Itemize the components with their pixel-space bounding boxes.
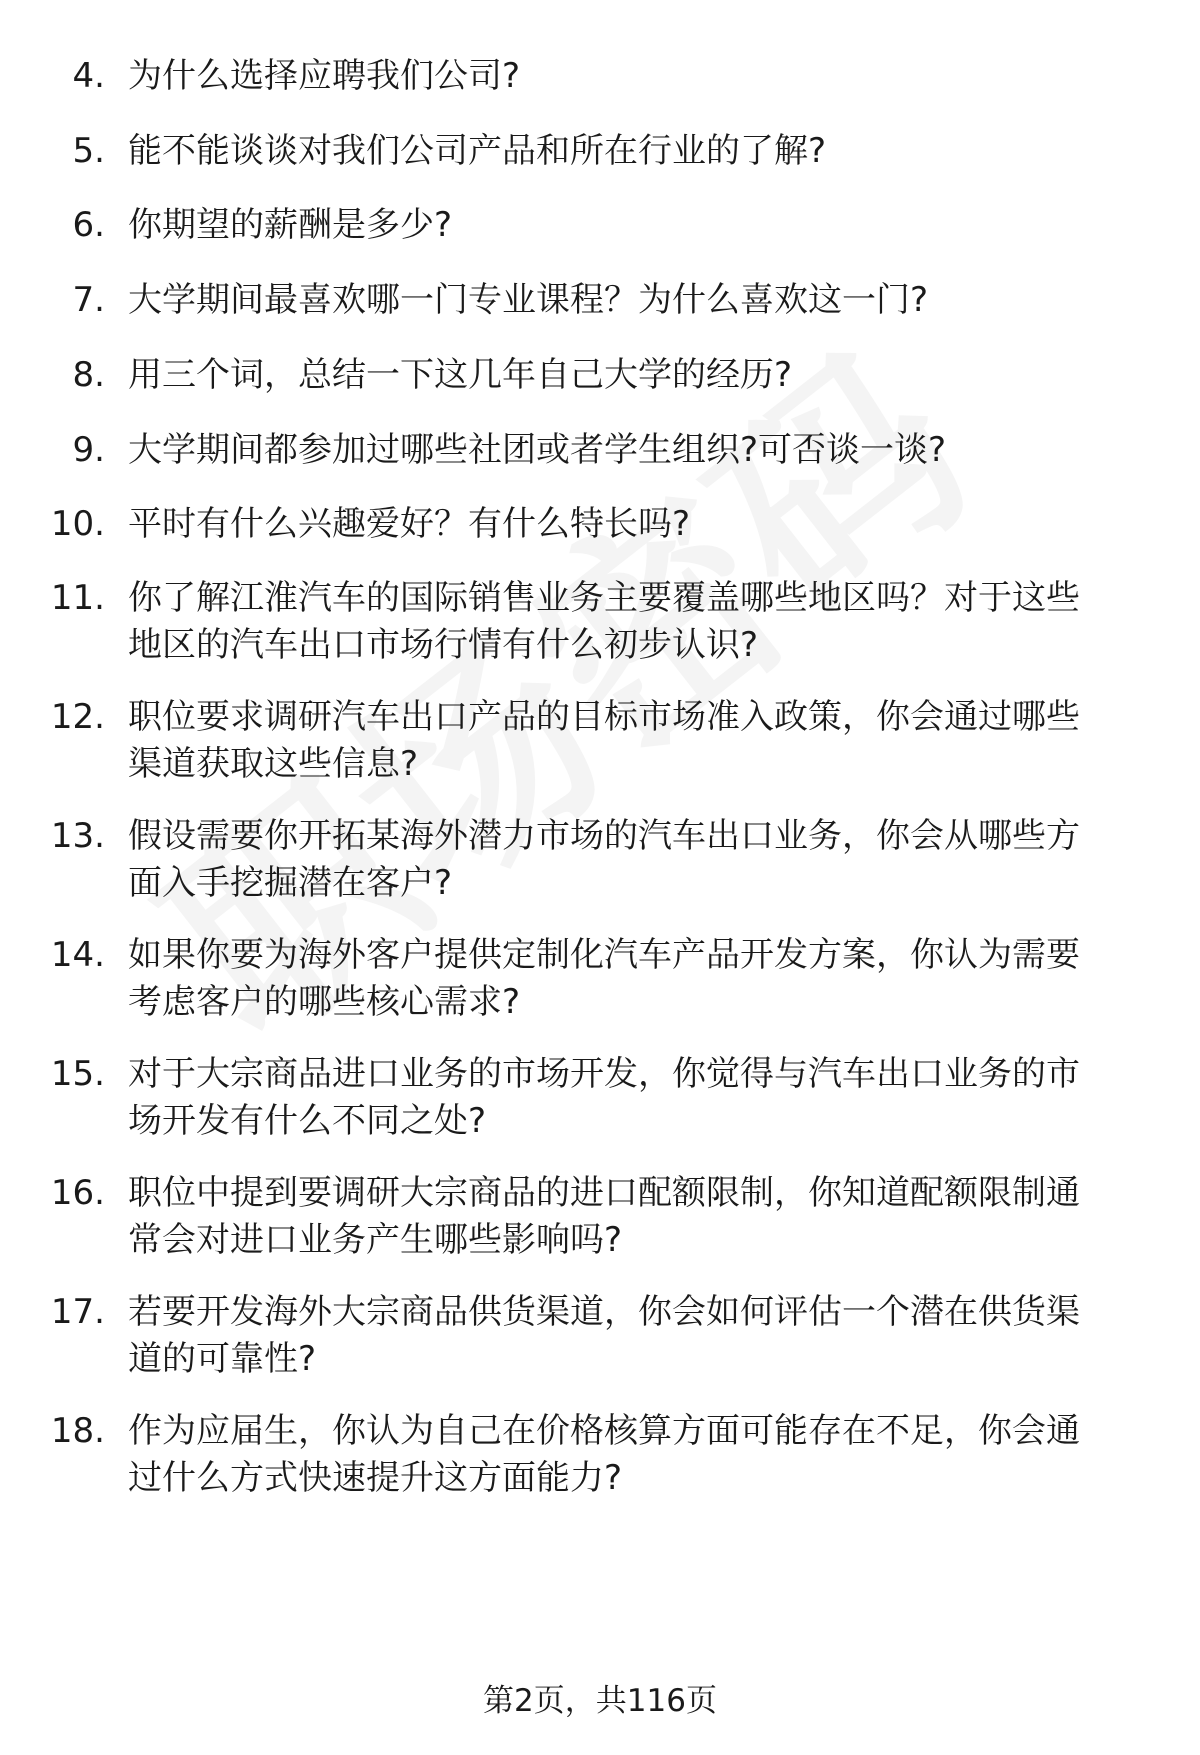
item-text-line2: 过什么方式快速提升这方面能力?: [128, 1458, 623, 1498]
item-text-line2: 道的可靠性?: [128, 1339, 317, 1379]
item-text-line2: 渠道获取这些信息?: [128, 744, 419, 784]
item-number: 5.: [72, 131, 105, 171]
item-number: 18.: [50, 1411, 105, 1451]
item-number: 9.: [72, 430, 105, 470]
item-text: 大学期间都参加过哪些社团或者学生组织?可否谈一谈?: [128, 430, 947, 470]
item-number: 7.: [72, 280, 105, 320]
item-text: 能不能谈谈对我们公司产品和所在行业的了解?: [128, 131, 827, 171]
item-number: 17.: [50, 1292, 105, 1332]
item-text: 平时有什么兴趣爱好？有什么特长吗?: [128, 504, 691, 544]
item-text: 用三个词，总结一下这几年自己大学的经历?: [128, 355, 793, 395]
item-number: 16.: [50, 1173, 105, 1213]
item-number: 4.: [72, 56, 105, 96]
item-text-line1: 对于大宗商品进口业务的市场开发，你觉得与汽车出口业务的市: [128, 1054, 1080, 1094]
item-number: 6.: [72, 205, 105, 245]
page-footer: 第2页，共116页: [483, 1683, 717, 1719]
item-text: 你期望的薪酬是多少?: [128, 205, 453, 245]
item-text-line1: 若要开发海外大宗商品供货渠道，你会如何评估一个潜在供货渠: [128, 1292, 1080, 1332]
item-text-line1: 如果你要为海外客户提供定制化汽车产品开发方案，你认为需要: [128, 935, 1080, 975]
item-number: 13.: [50, 816, 105, 856]
item-text-line2: 考虑客户的哪些核心需求?: [128, 982, 521, 1022]
item-text-line1: 假设需要你开拓某海外潜力市场的汽车出口业务，你会从哪些方: [128, 816, 1080, 856]
item-text-line1: 作为应届生，你认为自己在价格核算方面可能存在不足，你会通: [128, 1411, 1080, 1451]
item-number: 10.: [50, 504, 105, 544]
item-text: 为什么选择应聘我们公司?: [128, 56, 521, 96]
item-text-line1: 职位中提到要调研大宗商品的进口配额限制，你知道配额限制通: [128, 1173, 1080, 1213]
item-text-line2: 地区的汽车出口市场行情有什么初步认识?: [128, 625, 759, 665]
item-text-line1: 职位要求调研汽车出口产品的目标市场准入政策，你会通过哪些: [128, 697, 1080, 737]
item-text-line2: 面入手挖掘潜在客户?: [128, 863, 453, 903]
item-number: 8.: [72, 355, 105, 395]
item-number: 15.: [50, 1054, 105, 1094]
item-number: 14.: [50, 935, 105, 975]
item-text: 大学期间最喜欢哪一门专业课程？为什么喜欢这一门?: [128, 280, 929, 320]
item-text-line2: 场开发有什么不同之处?: [128, 1101, 487, 1141]
item-number: 12.: [50, 697, 105, 737]
item-number: 11.: [50, 578, 105, 618]
item-text-line2: 常会对进口业务产生哪些影响吗?: [128, 1220, 623, 1260]
item-text-line1: 你了解江淮汽车的国际销售业务主要覆盖哪些地区吗？对于这些: [128, 578, 1080, 618]
